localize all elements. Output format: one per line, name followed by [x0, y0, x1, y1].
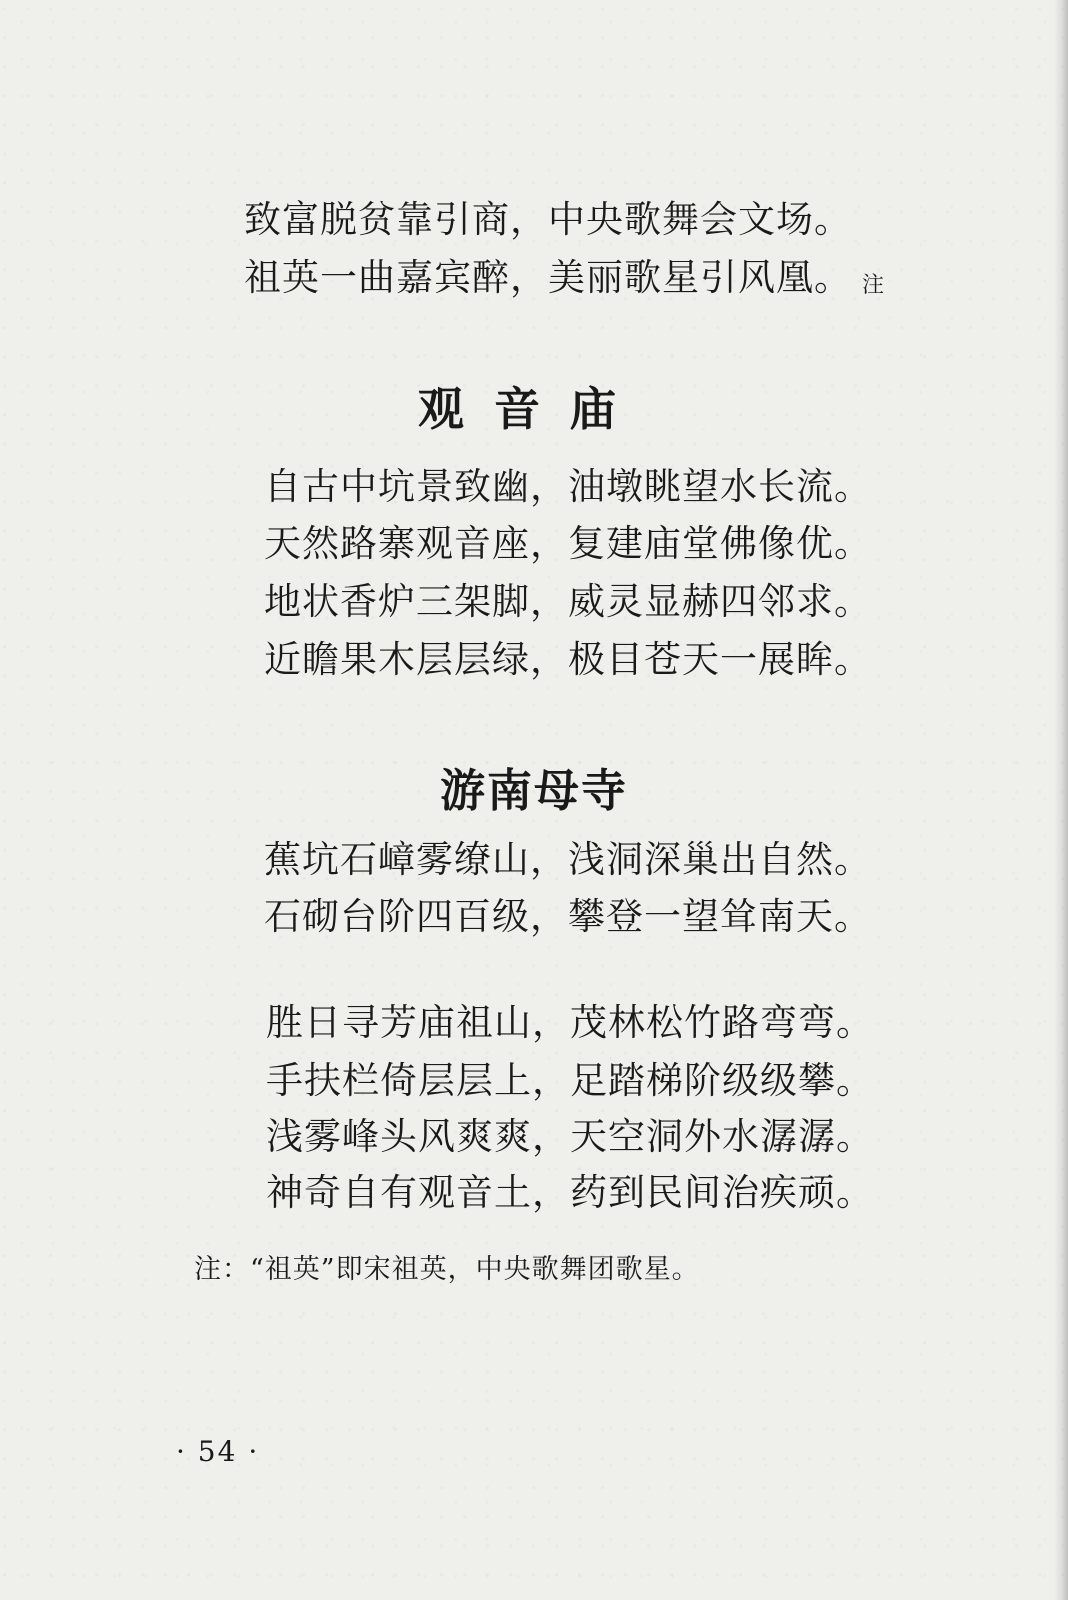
footnote: 注：“祖英”即宋祖英，中央歌舞团歌星。	[194, 1254, 700, 1285]
page-edge-shadow	[1054, 0, 1068, 1600]
poem1-line-3: 地状香炉三架脚，威灵显赫四邻求。	[264, 580, 872, 623]
poem1-line-4: 近瞻果木层层绿，极目苍天一展眸。	[264, 638, 872, 681]
poem2-line-3: 胜日寻芳庙祖山，茂林松竹路弯弯。	[266, 1001, 874, 1044]
poem2-line-6: 神奇自有观音土，药到民间治疾顽。	[266, 1171, 874, 1214]
poem1-line-2: 天然路寨观音座，复建庙堂佛像优。	[264, 522, 872, 565]
poem-intro-line-1: 致富脱贫靠引商，中央歌舞会文场。	[244, 198, 852, 241]
poem2-line-4: 手扶栏倚层层上，足踏梯阶级级攀。	[266, 1059, 874, 1102]
note-mark: 注	[862, 273, 886, 298]
poem2-line-2: 石砌台阶四百级，攀登一望耸南天。	[264, 895, 872, 938]
poem-intro-line-2	[244, 256, 886, 299]
poem-intro-line-2-text: 祖英一曲嘉宾醉，美丽歌星引风凰。	[244, 256, 852, 299]
poem-title-nanmu-temple: 游南母寺	[440, 764, 629, 817]
page-number: · 54 ·	[176, 1435, 260, 1468]
poem-title-guanyin-temple: 观音庙	[418, 382, 646, 436]
poem2-line-1: 蕉坑石嶂雾缭山，浅洞深巢出自然。	[264, 838, 872, 881]
poem2-line-5: 浅雾峰头风爽爽，天空洞外水潺潺。	[266, 1115, 874, 1158]
poem1-line-1: 自古中坑景致幽，油墩眺望水长流。	[264, 465, 872, 508]
